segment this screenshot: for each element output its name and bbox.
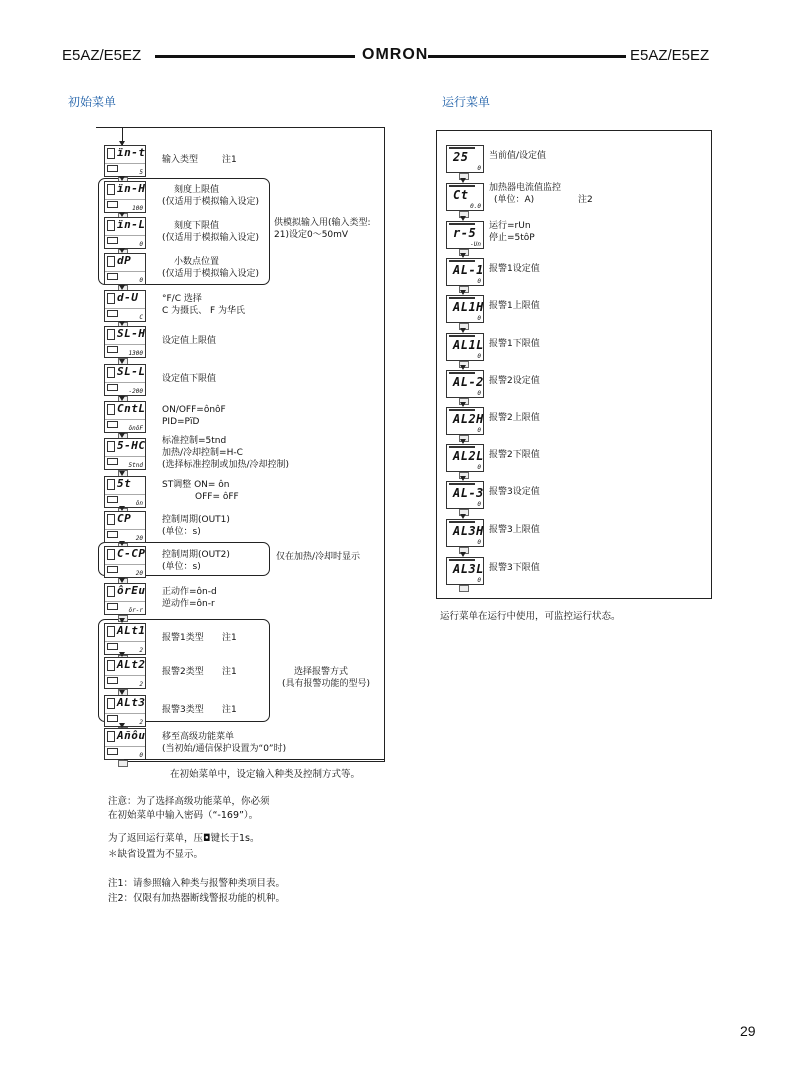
indicator-icon <box>107 148 115 159</box>
param-value: 1300 <box>128 350 143 357</box>
param-label: ON/OFF=ônôF <box>162 405 226 415</box>
indicator-icon <box>107 586 115 597</box>
param-label: PID=PïD <box>162 417 200 427</box>
key-icon <box>107 310 118 317</box>
param-display <box>104 476 146 508</box>
param-label: 刻度下限值 <box>174 221 220 231</box>
param-label: 加热/冷却控制=H-C <box>162 448 243 458</box>
param-display <box>104 181 146 213</box>
param-label: 报警2类型 <box>162 667 204 677</box>
run-param-label: 加热器电流值监控 <box>489 183 562 193</box>
display-divider <box>105 271 145 272</box>
indicator-icon <box>107 698 115 709</box>
param-note: 注1 <box>222 155 237 165</box>
param-label: 输入类型 <box>162 155 199 165</box>
param-value: C <box>139 314 143 321</box>
run-param-label: 当前值/设定值 <box>489 151 547 161</box>
run-param-value: 0 <box>477 464 481 471</box>
indicator-bar <box>449 185 475 187</box>
key-icon <box>107 237 118 244</box>
indicator-bar <box>449 260 475 262</box>
run-param-code: Ct <box>453 188 469 202</box>
mode-key-icon <box>459 585 469 592</box>
key-icon <box>107 566 118 573</box>
display-divider <box>105 235 145 236</box>
indicator-bar <box>449 223 475 225</box>
initial-menu-caption: 在初始菜单中，设定输入种类及控制方式等。 <box>170 769 361 780</box>
param-code: ôrEu <box>117 584 146 597</box>
indicator-icon <box>107 441 115 452</box>
run-param-value: -Un <box>470 241 481 248</box>
param-label: (当初始/通信保护设置为“0”时) <box>162 744 287 754</box>
key-icon <box>107 273 118 280</box>
param-code: ïn-H <box>117 182 146 195</box>
note-1: 注1：请参照输入种类与报警种类项目表。 <box>108 878 286 889</box>
param-label: (单位：s) <box>162 562 201 572</box>
param-display <box>104 583 146 615</box>
param-value: 0 <box>139 277 143 284</box>
param-code: CntL <box>117 402 146 415</box>
param-code: Añôu <box>117 729 146 742</box>
display-divider <box>105 382 145 383</box>
param-label: 正动作=ôn-d <box>162 587 217 597</box>
run-menu-caption: 运行菜单在运行中使用，可监控运行状态。 <box>440 611 621 622</box>
indicator-icon <box>107 293 115 304</box>
param-note: 注1 <box>222 705 237 715</box>
indicator-icon <box>107 404 115 415</box>
key-icon <box>107 677 118 684</box>
display-divider <box>105 601 145 602</box>
header-model-left: E5AZ/E5EZ <box>62 47 142 64</box>
display-divider <box>105 529 145 530</box>
param-display <box>104 364 146 396</box>
indicator-icon <box>107 731 115 742</box>
run-param-code: AL2H <box>453 412 484 426</box>
indicator-icon <box>107 514 115 525</box>
note-default: ＊缺省设置为不显示。 <box>108 849 204 860</box>
indicator-bar <box>449 521 475 523</box>
param-display <box>104 511 146 543</box>
run-param-label: 运行=rUn <box>489 221 531 231</box>
run-param-label: (单位：A) <box>494 195 535 205</box>
indicator-icon <box>107 220 115 231</box>
param-label: °F/C 选择 <box>162 294 202 304</box>
param-display <box>104 657 146 689</box>
run-param-code: AL2L <box>453 449 484 463</box>
header-model-right: E5AZ/E5EZ <box>630 47 710 64</box>
run-param-label: 报警2上限值 <box>489 413 540 423</box>
indicator-bar <box>449 559 475 561</box>
run-param-label: 报警1上限值 <box>489 301 540 311</box>
indicator-bar <box>449 335 475 337</box>
note-2: 注2：仅限有加热器断线警报功能的机种。 <box>108 893 286 904</box>
note-return: 为了返回运行菜单，压◘键长于1s。 <box>108 833 260 844</box>
run-param-display <box>446 295 484 323</box>
param-code: ALt1 <box>117 624 146 637</box>
param-value: 2 <box>139 681 143 688</box>
param-value: 20 <box>135 570 143 577</box>
param-label: 设定值上限值 <box>162 336 217 346</box>
param-label: (选择标准控制或加热/冷却控制) <box>162 460 290 470</box>
key-icon <box>107 603 118 610</box>
param-label: 控制周期(OUT1) <box>162 515 230 525</box>
run-param-value: 0 <box>477 315 481 322</box>
key-icon <box>107 531 118 538</box>
param-label: OFF= ôFF <box>195 492 239 502</box>
param-value: 2 <box>139 719 143 726</box>
param-code: ïn-L <box>117 218 146 231</box>
run-param-note: 注2 <box>578 195 593 205</box>
group-note-alarm: 选择报警方式 <box>294 667 349 677</box>
param-value: 20 <box>135 535 143 542</box>
run-param-label: 报警3上限值 <box>489 525 540 535</box>
group-note-heatcool: 仅在加热/冷却时显示 <box>276 552 361 562</box>
note-password-1: 注意：为了选择高级功能菜单，你必须 <box>108 796 270 807</box>
run-param-display <box>446 407 484 435</box>
display-divider <box>105 163 145 164</box>
param-value: ôn <box>135 500 143 507</box>
param-code: C-CP <box>117 547 146 560</box>
display-divider <box>105 564 145 565</box>
indicator-bar <box>449 147 475 149</box>
run-param-label: 停止=5tôP <box>489 233 535 243</box>
run-param-code: AL1H <box>453 300 484 314</box>
run-param-label: 报警1下限值 <box>489 339 540 349</box>
run-param-code: AL3L <box>453 562 484 576</box>
run-param-value: 0 <box>477 165 481 172</box>
initial-menu-title: 初始菜单 <box>68 95 117 109</box>
param-display <box>104 401 146 433</box>
param-display <box>104 695 146 727</box>
key-icon <box>107 165 118 172</box>
group-note-analog-2: 21)设定0～50mV <box>274 230 349 240</box>
run-param-display <box>446 333 484 361</box>
page-number: 29 <box>740 1023 756 1039</box>
run-param-label: 报警2设定值 <box>489 376 540 386</box>
display-divider <box>105 419 145 420</box>
display-divider <box>105 456 145 457</box>
run-param-display <box>446 145 484 173</box>
param-label: 标准控制=5tnd <box>162 436 227 446</box>
run-param-code: AL-3 <box>453 486 484 500</box>
key-icon <box>107 715 118 722</box>
param-value: ôr-r <box>128 607 143 614</box>
param-label: C 为摄氏、 F 为华氏 <box>162 306 246 316</box>
param-label: 刻度上限值 <box>174 185 220 195</box>
param-value: 0 <box>139 752 143 759</box>
run-param-code: AL-1 <box>453 263 484 277</box>
param-value: 2 <box>139 647 143 654</box>
indicator-icon <box>107 479 115 490</box>
param-label: (仅适用于模拟输入设定) <box>162 233 260 243</box>
param-note: 注1 <box>222 667 237 677</box>
run-param-display <box>446 481 484 509</box>
display-divider <box>105 713 145 714</box>
run-param-value: 0 <box>477 539 481 546</box>
indicator-icon <box>107 184 115 195</box>
param-label: 逆动作=ôn-r <box>162 599 215 609</box>
display-divider <box>105 308 145 309</box>
run-param-value: 0 <box>477 577 481 584</box>
param-value: ônôF <box>128 425 143 432</box>
indicator-icon <box>107 367 115 378</box>
run-param-code: AL1L <box>453 338 484 352</box>
param-display <box>104 326 146 358</box>
param-code: 5-HC <box>117 439 146 452</box>
param-label: 报警1类型 <box>162 633 204 643</box>
key-icon <box>107 384 118 391</box>
param-display <box>104 145 146 177</box>
param-label: 设定值下限值 <box>162 374 217 384</box>
run-param-label: 报警1设定值 <box>489 264 540 274</box>
run-param-display <box>446 557 484 585</box>
indicator-bar <box>449 297 475 299</box>
run-param-display <box>446 221 484 249</box>
display-divider <box>105 675 145 676</box>
param-code: SL-L <box>117 365 146 378</box>
param-display <box>104 623 146 655</box>
param-label: (仅适用于模拟输入设定) <box>162 197 260 207</box>
indicator-icon <box>107 256 115 267</box>
display-divider <box>105 494 145 495</box>
param-code: d-U <box>117 291 139 304</box>
key-icon <box>107 346 118 353</box>
display-divider <box>105 746 145 747</box>
run-param-value: 0 <box>477 390 481 397</box>
run-param-code: r-5 <box>453 226 477 240</box>
run-param-display <box>446 258 484 286</box>
indicator-icon <box>107 329 115 340</box>
param-code: ALt2 <box>117 658 146 671</box>
header-rule-right <box>428 55 626 58</box>
param-code: ALt3 <box>117 696 146 709</box>
run-param-display <box>446 370 484 398</box>
indicator-bar <box>449 446 475 448</box>
key-icon <box>107 421 118 428</box>
indicator-bar <box>449 372 475 374</box>
param-display <box>104 728 146 760</box>
key-icon <box>107 458 118 465</box>
run-menu-title: 运行菜单 <box>442 95 491 109</box>
key-icon <box>107 643 118 650</box>
param-code: dP <box>117 254 132 267</box>
param-note: 注1 <box>222 633 237 643</box>
run-param-code: AL-2 <box>453 375 484 389</box>
key-icon <box>107 201 118 208</box>
param-value: 5 <box>139 169 143 176</box>
flow-return-line <box>124 759 384 760</box>
run-param-label: 报警3设定值 <box>489 487 540 497</box>
param-label: 小数点位置 <box>174 257 220 267</box>
run-param-value: 0 <box>477 501 481 508</box>
group-note-alarm-2: (具有报警功能的型号) <box>282 679 371 689</box>
run-param-value: 0.0 <box>470 203 481 210</box>
run-param-label: 报警2下限值 <box>489 450 540 460</box>
indicator-bar <box>449 409 475 411</box>
run-param-code: 25 <box>453 150 469 164</box>
run-param-display <box>446 183 484 211</box>
display-divider <box>105 344 145 345</box>
param-display <box>104 253 146 285</box>
key-icon <box>107 496 118 503</box>
param-code: 5t <box>117 477 132 490</box>
group-note-analog: 供模拟输入用(输入类型: <box>274 218 371 228</box>
param-display <box>104 290 146 322</box>
param-code: ïn-t <box>117 146 146 159</box>
param-value: 100 <box>132 205 143 212</box>
param-value: -200 <box>128 388 143 395</box>
display-divider <box>105 641 145 642</box>
run-param-display <box>446 444 484 472</box>
key-icon <box>107 748 118 755</box>
indicator-icon <box>107 626 115 637</box>
run-param-value: 0 <box>477 427 481 434</box>
param-label: 移至高级功能菜单 <box>162 732 235 742</box>
header-rule-left <box>155 55 355 58</box>
brand-logo: OMRON <box>362 46 429 63</box>
run-param-value: 0 <box>477 353 481 360</box>
run-param-label: 报警3下限值 <box>489 563 540 573</box>
display-divider <box>105 199 145 200</box>
run-param-code: AL3H <box>453 524 484 538</box>
indicator-bar <box>449 483 475 485</box>
param-value: 0 <box>139 241 143 248</box>
param-label: (仅适用于模拟输入设定) <box>162 269 260 279</box>
mode-key-icon <box>118 760 128 767</box>
indicator-icon <box>107 660 115 671</box>
indicator-icon <box>107 549 115 560</box>
param-value: 5tnd <box>128 462 143 469</box>
note-password-2: 在初始菜单中输入密码（“-169”）。 <box>108 810 259 821</box>
param-display <box>104 438 146 470</box>
param-display <box>104 217 146 249</box>
param-display <box>104 546 146 578</box>
run-param-value: 0 <box>477 278 481 285</box>
param-code: CP <box>117 512 132 525</box>
run-param-display <box>446 519 484 547</box>
param-label: (单位：s) <box>162 527 201 537</box>
param-label: ST调整 ON= ôn <box>162 480 230 490</box>
param-label: 控制周期(OUT2) <box>162 550 230 560</box>
param-code: SL-H <box>117 327 146 340</box>
param-label: 报警3类型 <box>162 705 204 715</box>
